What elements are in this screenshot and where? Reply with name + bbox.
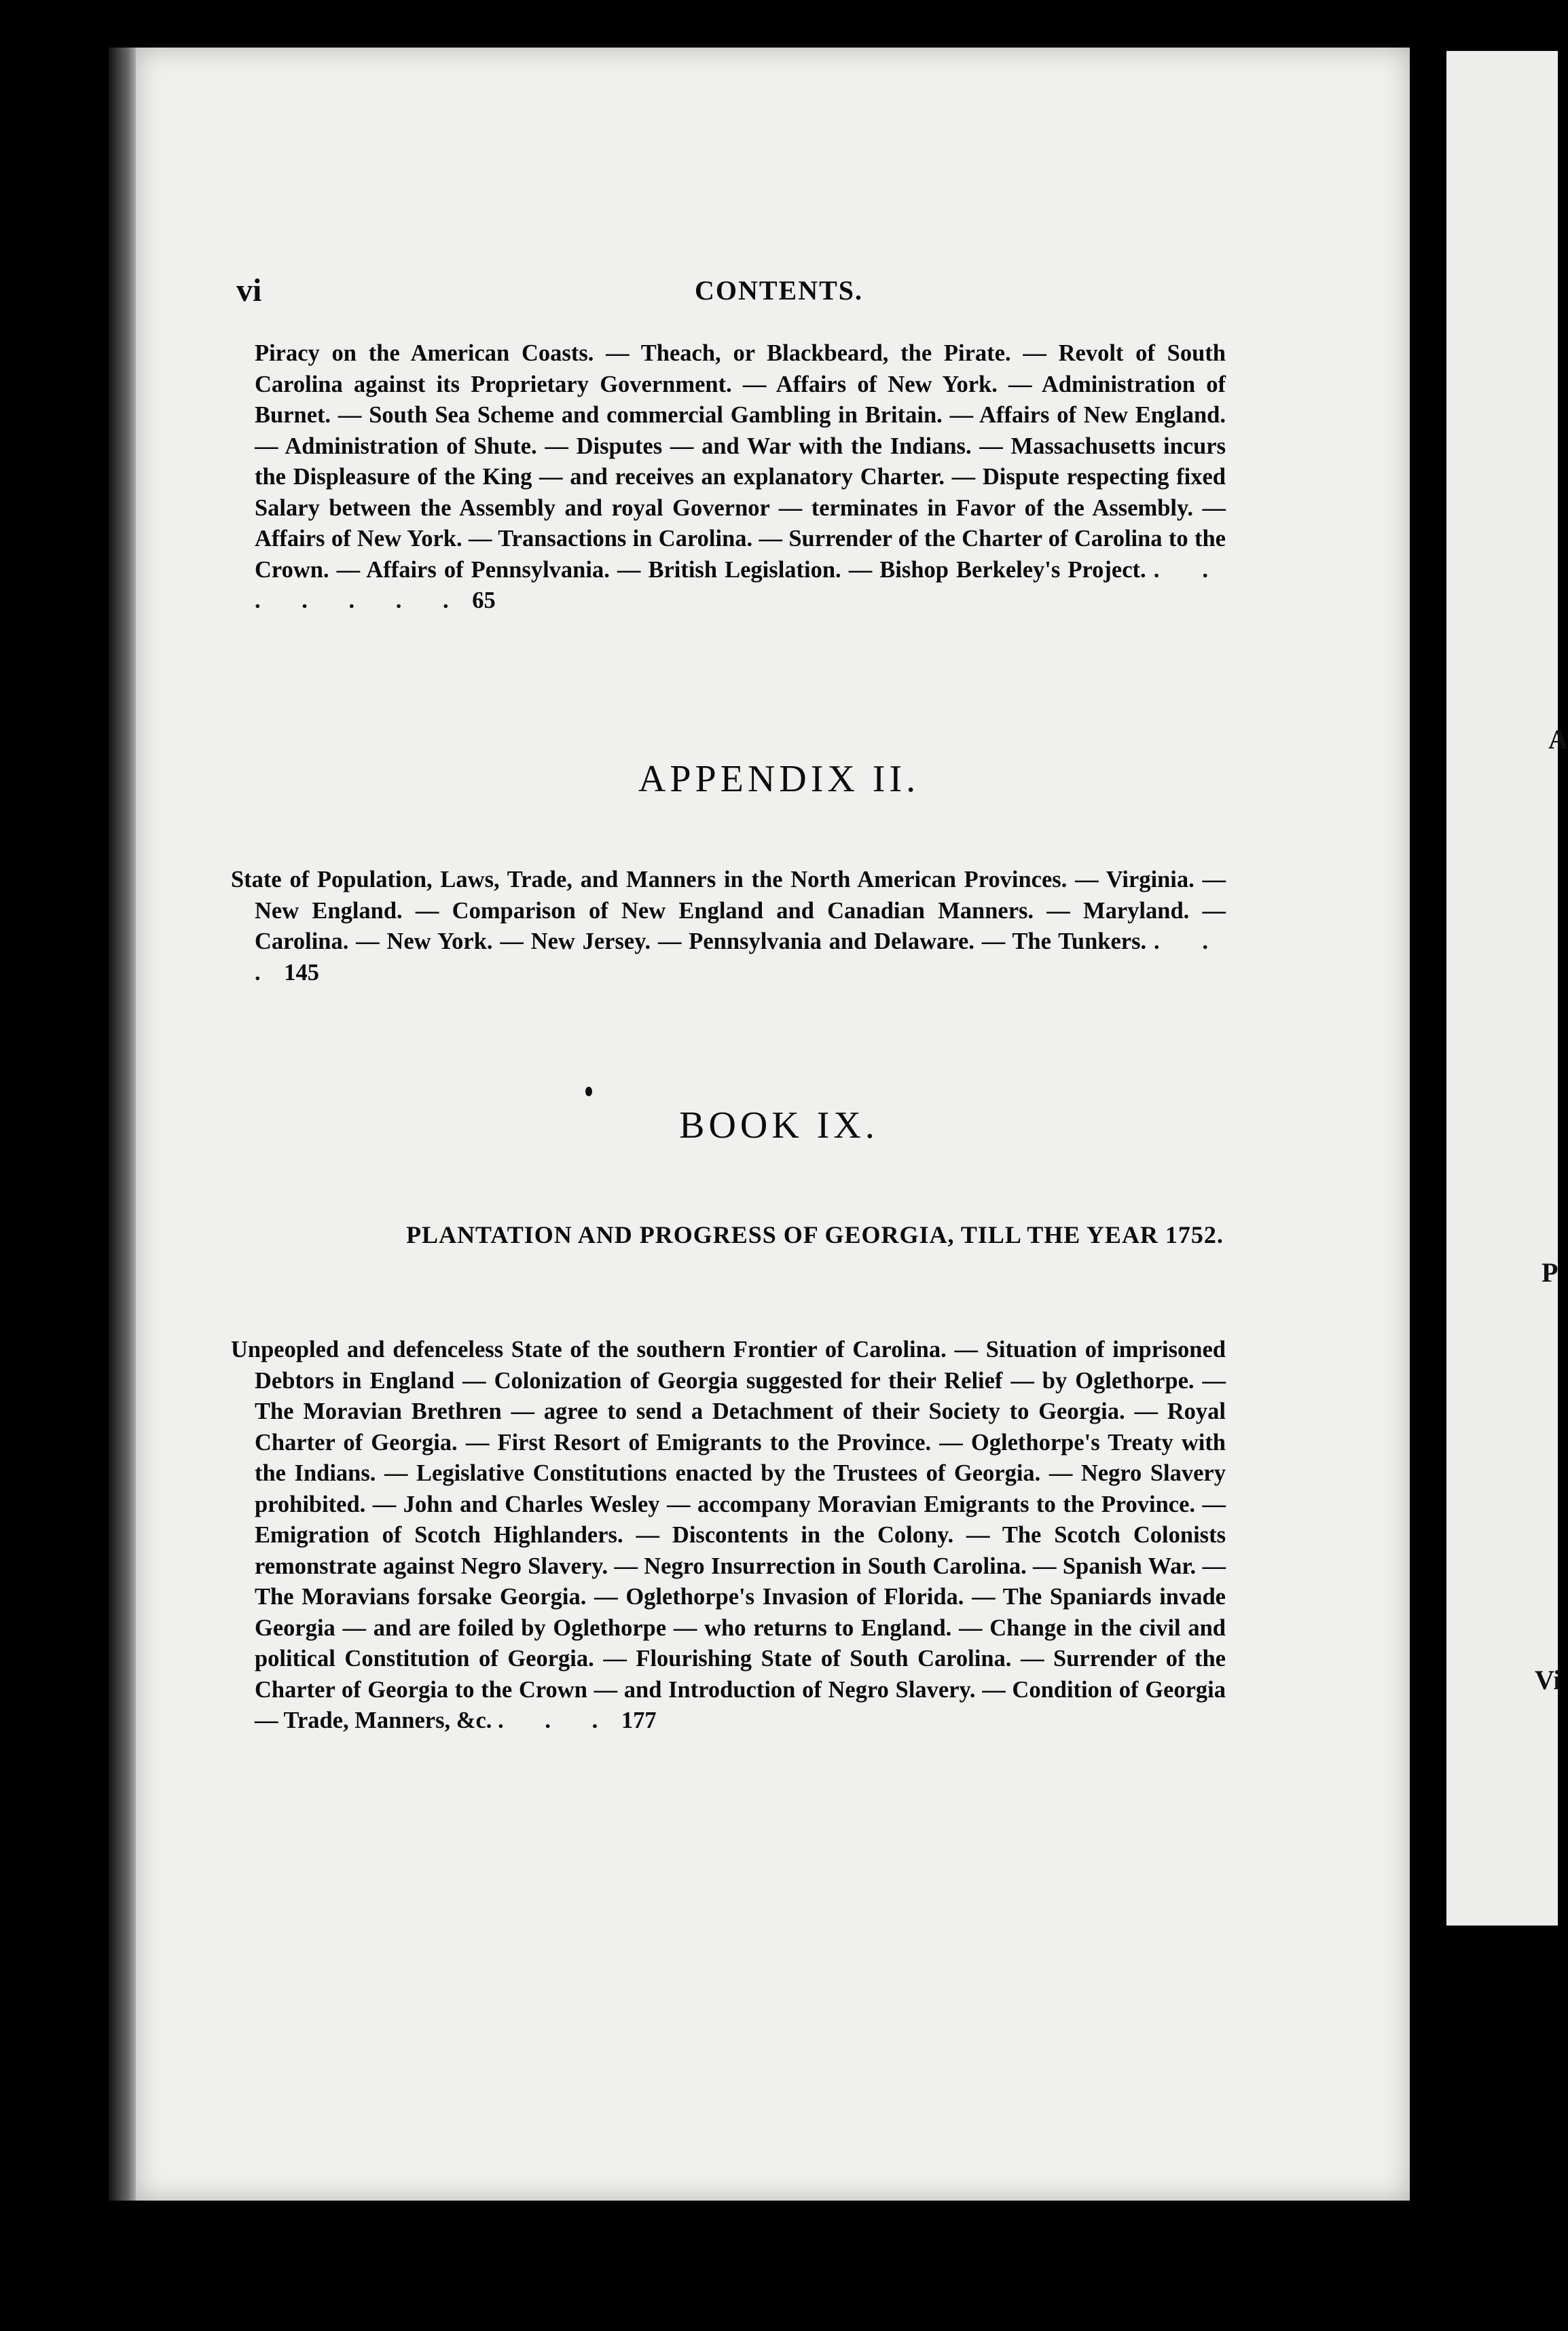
toc-entry	[255, 338, 1226, 617]
toc-entry-text: Unpeopled and defenceless State of the southern Frontier of Carolina. — Situation of imprisoned Debtors in England — Colonization of Georgia suggested for their Relief — by Oglethorpe. — The Moravian Brethren — agree to send a Detachment of their Society to Georgia. — Royal Charter of Georgia. — First Resort of Emigrants to the Province. — Oglethorpe's Treaty with the Indians. — Legislative Constitutions enacted by the Trustees of Georgia. — Negro Slavery prohibited. — John and Charles Wesley — accompany Moravian Emigrants to the Province. — Emigration of Scotch Highlanders. — Discontents in the Colony. — The Scotch Colonists remonstrate against Negro Slavery. — Negro Insurrection in South Carolina. — Spanish War. — The Moravians forsake Georgia. — Oglethorpe's Invasion of Florida. — The Spaniards invade Georgia — and are foiled by Oglethorpe — who returns to England. — Change in the civil and political Constitution of Georgia. — Flourishing State of South Carolina. — Surrender of the Charter of Georgia to the Crown — and Introduction of Negro Slavery. — Condition of Georgia — Trade, Manners, &c.	[231, 1337, 1226, 1733]
book-heading: BOOK IX.	[679, 1104, 879, 1146]
folio-number: vi	[236, 272, 262, 308]
toc-entry-text: Piracy on the American Coasts. — Theach, or Blackbeard, the Pirate. — Revolt of South Carolina against its Proprietary Government. — Affairs of New York. — Administration of Burnet. — South Sea Scheme and commercial Gambling in Britain. — Affairs of New England. — Administration of Shute. — Disputes — and War with the Indians. — Massachusetts incurs the Displeasure of the King — and receives an explanatory Charter. — Dispute respecting fixed Salary between the Assembly and royal Governor — terminates in Favor of the Assembly. — Affairs of New York. — Transactions in Carolina. — Surrender of the Charter of Carolina to the Crown. — Affairs of Pennsylvania. — British Legislation. — Bishop Berkeley's Project.	[255, 340, 1226, 583]
ink-dot	[585, 1087, 592, 1096]
facing-page-fragment: P	[1542, 1257, 1558, 1288]
page-number: 177	[621, 1707, 657, 1733]
page-number: 65	[472, 588, 496, 613]
facing-page-edge	[1446, 51, 1568, 1926]
running-head: CONTENTS.	[694, 275, 864, 306]
dot-leaders: . . .	[498, 1707, 616, 1733]
toc-entry-text: State of Population, Laws, Trade, and Manners in the North American Provinces. — Virginia. — New England. — Comparison of New England and Canadian Manners. — Maryland. — Carolina. — New York. — New Jersey. — Pennsylvania and Delaware. — The Tunkers.	[231, 867, 1226, 954]
page-header	[0, 272, 1558, 312]
facing-page-fragment: A	[1548, 724, 1568, 755]
section-heading: APPENDIX II.	[638, 758, 920, 800]
page-number: 145	[284, 959, 319, 986]
toc-entry	[231, 865, 1226, 988]
facing-page-fragment: Vi	[1535, 1665, 1561, 1695]
dot-leaders: . . . . . . .	[255, 556, 1226, 613]
dot-leaders: . . .	[255, 928, 1226, 986]
book-subheading: PLANTATION AND PROGRESS OF GEORGIA, TILL THE YEAR 1752.	[406, 1221, 1224, 1248]
toc-entry	[231, 1335, 1226, 1737]
